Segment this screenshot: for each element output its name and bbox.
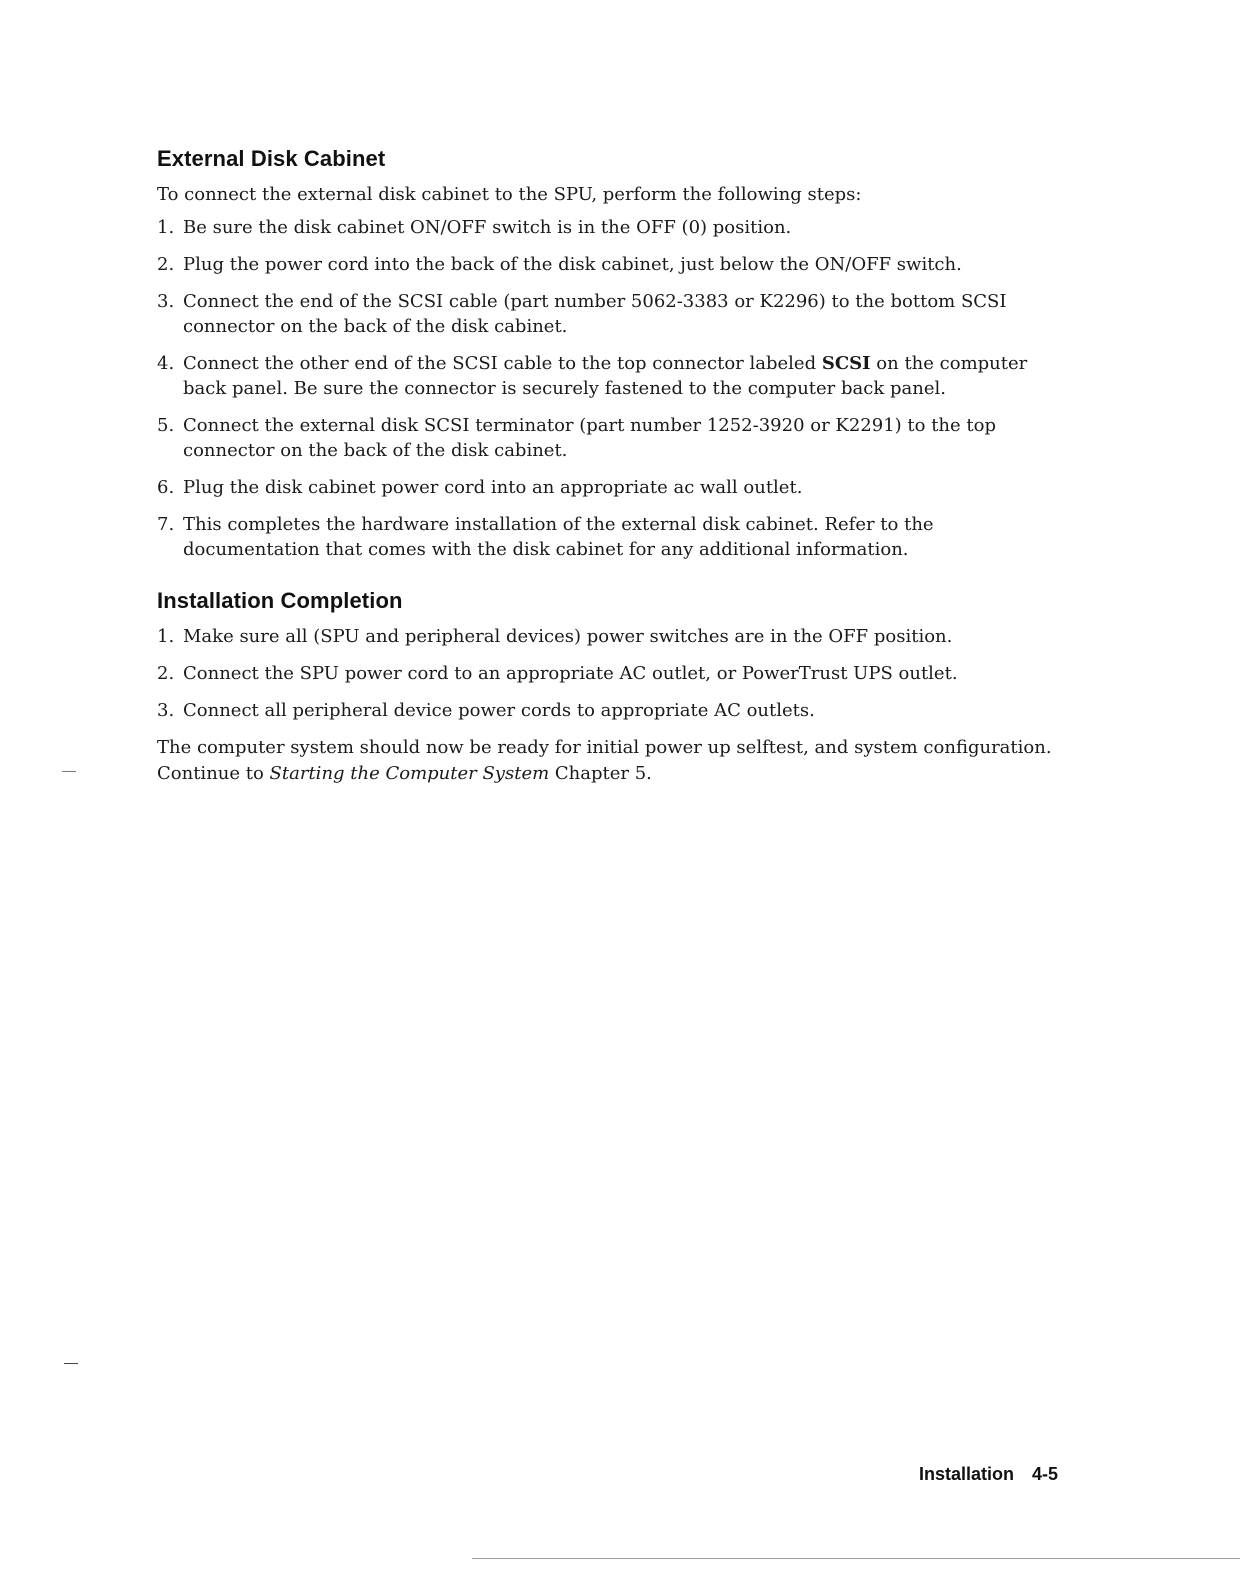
step-text: Plug the disk cabinet power cord into an appropriate ac wall outlet. bbox=[183, 477, 803, 498]
step-number: 5. bbox=[157, 415, 175, 436]
scan-mark bbox=[62, 771, 76, 772]
step-number: 3. bbox=[157, 700, 175, 721]
step-item bbox=[157, 215, 1062, 240]
step-item bbox=[157, 624, 1062, 649]
step-number: 1. bbox=[157, 626, 175, 647]
step-item bbox=[157, 351, 1062, 401]
step-number: 3. bbox=[157, 291, 175, 312]
section-heading: External Disk Cabinet bbox=[157, 146, 386, 171]
section-heading: Installation Completion bbox=[157, 588, 403, 613]
step-text-before: Connect the other end of the SCSI cable to the top connector labeled bbox=[183, 353, 822, 374]
step-number: 1. bbox=[157, 217, 175, 238]
section-external-disk-cabinet bbox=[157, 146, 1062, 562]
closing-paragraph bbox=[157, 735, 1062, 787]
steps-list bbox=[157, 215, 1062, 562]
page-content bbox=[157, 146, 1062, 787]
step-item bbox=[157, 698, 1062, 723]
step-number: 6. bbox=[157, 477, 175, 498]
closing-text-before: The computer system should now be ready for initial power up selftest, and system configuration. Continue to bbox=[157, 737, 1052, 784]
step-text: Connect all peripheral device power cords to appropriate AC outlets. bbox=[183, 700, 815, 721]
page-footer bbox=[919, 1464, 1058, 1485]
section-installation-completion bbox=[157, 588, 1062, 787]
step-text: Plug the power cord into the back of the disk cabinet, just below the ON/OFF switch. bbox=[183, 254, 962, 275]
page-number: 4-5 bbox=[1031, 1464, 1058, 1484]
step-item bbox=[157, 289, 1062, 339]
step-number: 2. bbox=[157, 663, 175, 684]
scan-mark bbox=[64, 1363, 78, 1364]
step-number: 2. bbox=[157, 254, 175, 275]
step-text: Make sure all (SPU and peripheral devices) power switches are in the OFF position. bbox=[183, 626, 953, 647]
step-text: Connect the external disk SCSI terminator (part number 1252-3920 or K2291) to the top connector on the back of the disk cabinet. bbox=[183, 415, 996, 461]
step-text: Be sure the disk cabinet ON/OFF switch is in the OFF (0) position. bbox=[183, 217, 792, 238]
section-intro: To connect the external disk cabinet to the SPU, perform the following steps: bbox=[157, 184, 862, 205]
step-item bbox=[157, 252, 1062, 277]
closing-text-after: Chapter 5. bbox=[549, 763, 652, 784]
step-item bbox=[157, 512, 1062, 562]
step-item bbox=[157, 475, 1062, 500]
step-text-after: on the computer back panel. Be sure the connector is securely fastened to the computer back panel. bbox=[183, 353, 1028, 399]
step-number: 4. bbox=[157, 353, 175, 374]
step-text: Connect the end of the SCSI cable (part number 5062-3383 or K2296) to the bottom SCSI connector on the back of the disk cabinet. bbox=[183, 291, 1007, 337]
step-text: This completes the hardware installation of the external disk cabinet. Refer to the documentation that comes with the disk cabinet for any additional information. bbox=[183, 514, 934, 560]
step-item bbox=[157, 661, 1062, 686]
bottom-rule bbox=[472, 1558, 1240, 1559]
steps-list bbox=[157, 624, 1062, 723]
chapter-reference: Starting the Computer System bbox=[269, 763, 550, 784]
step-item bbox=[157, 413, 1062, 463]
footer-label: Installation bbox=[918, 1464, 1014, 1484]
step-number: 7. bbox=[157, 514, 175, 535]
step-text: Connect the SPU power cord to an appropriate AC outlet, or PowerTrust UPS outlet. bbox=[183, 663, 958, 684]
step-keyword: SCSI bbox=[821, 353, 871, 374]
